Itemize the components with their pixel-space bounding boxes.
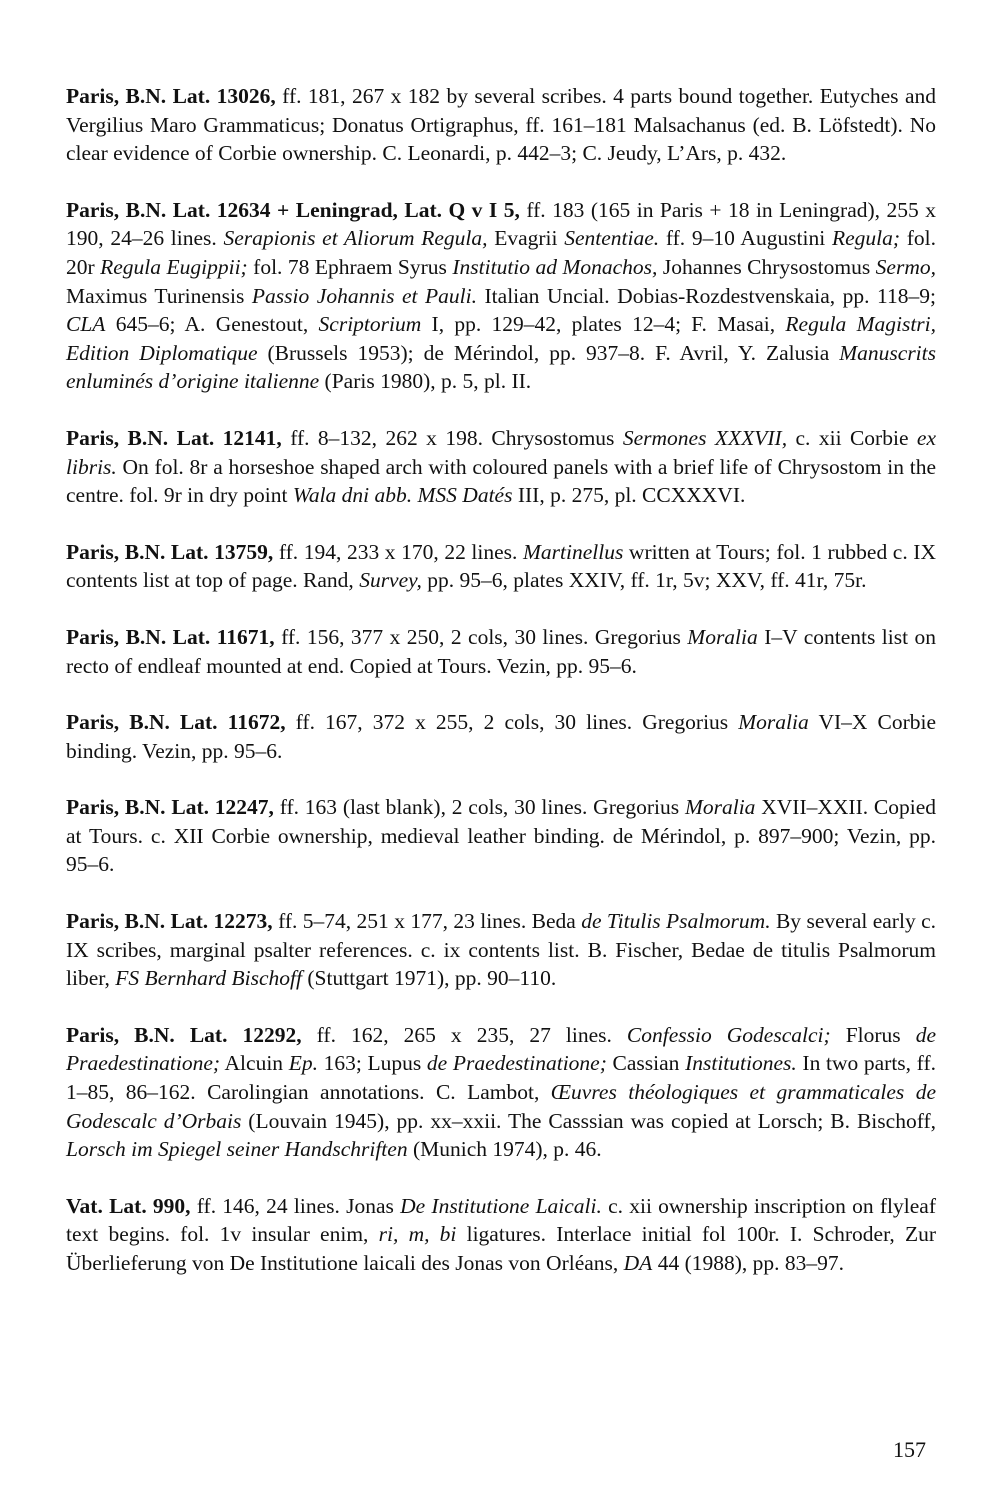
italic-text: DA: [623, 1251, 653, 1275]
entry-text: (Louvain 1945), pp. xx–xxii. The Casssian was copied at Lorsch; B. Bischoff,: [241, 1108, 936, 1133]
italic-text: Passio Johannis et Pauli.: [251, 283, 477, 308]
entry-text: (Stuttgart 1971), pp. 90–110.: [302, 966, 557, 991]
entry-text: By several early c. IX scribes, marginal psalter references. c. ix contents list. B. Fischer, Bedae de titulis Psalmorum liber,: [66, 909, 937, 991]
entry-text: Florus: [830, 1022, 916, 1047]
shelfmark: Paris, B.N. Lat. 12247,: [66, 795, 274, 820]
entry-text: ff. 8–132, 262 x 198. Chrysostomus: [281, 425, 623, 450]
entry-text: VI–X Corbie binding. Vezin, pp. 95–6.: [66, 710, 937, 763]
italic-text: ri, m, bi: [378, 1222, 457, 1247]
catalogue-page: [66, 82, 936, 1306]
entry-text: ligatures. Interlace initial fol 100r. I. Schroder, Zur Überlieferung von De Institutione laicali des Jonas von Orléans,: [66, 1222, 937, 1275]
italic-text: FS Bernhard Bischoff: [115, 966, 303, 991]
entry-text: fol. 20r: [66, 226, 936, 279]
shelfmark: Paris, B.N. Lat. 11672,: [66, 710, 286, 735]
catalogue-entry: [66, 424, 936, 510]
italic-text: Manuscrits enluminés d’origine italienne: [66, 340, 936, 394]
italic-text: Regula Eugippii;: [100, 254, 248, 279]
entry-text: I–V contents list on recto of endleaf mounted at end. Copied at Tours. Vezin, pp. 95–6.: [66, 624, 937, 678]
catalogue-entry: [66, 708, 936, 765]
catalogue-entry: [66, 623, 936, 680]
catalogue-entry: [66, 907, 936, 993]
entry-text: c. xii ownership inscription on flyleaf text begins. fol. 1v insular enim,: [66, 1193, 936, 1247]
entry-text: 163; Lupus: [317, 1051, 427, 1076]
italic-text: Serapionis et Aliorum Regula,: [223, 226, 488, 251]
entry-text: (Brussels 1953); de Mérindol, pp. 937–8. F. Avril, Y. Zalusia: [257, 340, 840, 365]
entry-text: XVII–XXII. Copied at Tours. c. XII Corbie ownership, medieval leather binding. de Mérindol, p. 897–900; Vezin, pp. 95–6.: [66, 795, 937, 877]
catalogue-entry: [66, 196, 936, 396]
catalogue-entry: [66, 82, 936, 168]
entry-text: 645–6; A. Genestout,: [105, 312, 319, 337]
italic-text: de Praedestinatione;: [66, 1022, 936, 1076]
shelfmark: Paris, B.N. Lat. 11671,: [66, 624, 275, 649]
entry-text: (Munich 1974), p. 46.: [407, 1137, 602, 1162]
italic-text: Moralia: [738, 710, 809, 735]
italic-text: Moralia: [684, 795, 756, 820]
italic-text: Wala dni abb. MSS Datés: [292, 483, 513, 508]
italic-text: Sermones XXXVII,: [622, 425, 788, 450]
entry-text: written at Tours; fol. 1 rubbed c. IX contents list at top of page. Rand,: [66, 539, 936, 593]
italic-text: CLA: [66, 312, 106, 337]
italic-text: Martinellus: [522, 539, 624, 564]
italic-text: Institutiones.: [685, 1051, 797, 1076]
entry-text: ff. 156, 377 x 250, 2 cols, 30 lines. Gregorius: [274, 624, 688, 649]
catalogue-entry: [66, 1192, 936, 1278]
entry-text: ff. 146, 24 lines. Jonas: [190, 1193, 401, 1218]
entry-text: ff. 162, 265 x 235, 27 lines.: [301, 1022, 627, 1047]
entry-text: III, p. 275, pl. CCXXXVI.: [512, 483, 746, 508]
entry-text: ff. 5–74, 251 x 177, 23 lines. Beda: [272, 909, 582, 934]
entry-text: ff. 167, 372 x 255, 2 cols, 30 lines. Gregorius: [285, 710, 739, 735]
italic-text: Moralia: [687, 624, 758, 649]
italic-text: Survey,: [359, 568, 422, 593]
italic-text: ex libris.: [66, 425, 937, 479]
entry-text: Italian Uncial. Dobias-Rozdestvenskaia, pp. 118–9;: [476, 283, 936, 308]
entry-text: I, pp. 129–42, plates 12–4; F. Masai,: [421, 312, 786, 337]
entry-text: Johannes Chrysostomus: [657, 254, 876, 279]
entry-text: pp. 95–6, plates XXIV, ff. 1r, 5v; XXV, ff. 41r, 75r.: [421, 568, 867, 593]
catalogue-entry: [66, 1021, 936, 1164]
italic-text: Regula Magistri, Edition Diplomatique: [66, 312, 937, 365]
page-number: 157: [893, 1437, 926, 1462]
italic-text: Confessio Godescalci;: [626, 1022, 831, 1047]
entry-text: ff. 163 (last blank), 2 cols, 30 lines. Gregorius: [273, 795, 685, 820]
italic-text: Institutio ad Monachos,: [452, 254, 658, 279]
catalogue-entry: [66, 793, 936, 879]
entry-text: (Paris 1980), p. 5, pl. II.: [319, 369, 532, 394]
italic-text: Œuvres théologiques et grammaticales de Godescalc d’Orbais: [66, 1080, 936, 1133]
shelfmark: Paris, B.N. Lat. 12141,: [66, 425, 282, 450]
shelfmark: Paris, B.N. Lat. 13026,: [66, 84, 276, 108]
shelfmark: Vat. Lat. 990,: [66, 1193, 191, 1218]
entry-text: ff. 183 (165 in Paris + 18 in Leningrad), 255 x 190, 24–26 lines.: [66, 197, 936, 251]
entry-text: Cassian: [606, 1051, 686, 1076]
entry-text: c. xii Corbie: [787, 425, 917, 450]
italic-text: Scriptorium: [318, 312, 422, 337]
entry-text: ff. 9–10 Augustini: [659, 226, 832, 251]
shelfmark: Paris, B.N. Lat. 12273,: [66, 909, 273, 934]
entry-text: In two parts, ff. 1–85, 86–162. Carolingian annotations. C. Lambot,: [66, 1051, 936, 1105]
italic-text: Ep.: [288, 1051, 318, 1076]
italic-text: Sermo,: [875, 254, 936, 279]
shelfmark: Paris, B.N. Lat. 12292,: [66, 1022, 302, 1047]
italic-text: de Praedestinatione;: [426, 1051, 607, 1076]
entry-text: Maximus Turinensis: [66, 283, 252, 308]
italic-text: de Titulis Psalmorum.: [581, 909, 771, 934]
italic-text: De Institutione Laicali.: [400, 1193, 602, 1218]
entry-text: ff. 181, 267 x 182 by several scribes. 4 parts bound together. Eutyches and Vergilius Maro Grammaticus; Donatus Ortigraphus, ff. 161–181 Malsachanus (ed. B. Löfstedt). No clear evidence of Corbie ownership. C. Leonardi, p. 442–3; C. Jeudy, L’Ars, p. 432.: [66, 84, 936, 166]
entry-text: 44 (1988), pp. 83–97.: [652, 1251, 845, 1275]
entry-text: On fol. 8r a horseshoe shaped arch with coloured panels with a brief life of Chrysostom in the centre. fol. 9r in dry point: [66, 454, 936, 508]
italic-text: Sententiae.: [564, 226, 660, 251]
shelfmark: Paris, B.N. Lat. 12634 + Leningrad, Lat. Q v I 5,: [66, 197, 520, 222]
italic-text: Lorsch im Spiegel seiner Handschriften: [66, 1137, 408, 1162]
catalogue-entry: [66, 538, 936, 595]
entry-text: Evagrii: [487, 226, 565, 251]
shelfmark: Paris, B.N. Lat. 13759,: [66, 539, 274, 564]
entry-text: ff. 194, 233 x 170, 22 lines.: [273, 539, 523, 564]
entry-text: Alcuin: [220, 1051, 289, 1076]
italic-text: Regula;: [831, 226, 901, 251]
entry-text: fol. 78 Ephraem Syrus: [247, 254, 453, 279]
